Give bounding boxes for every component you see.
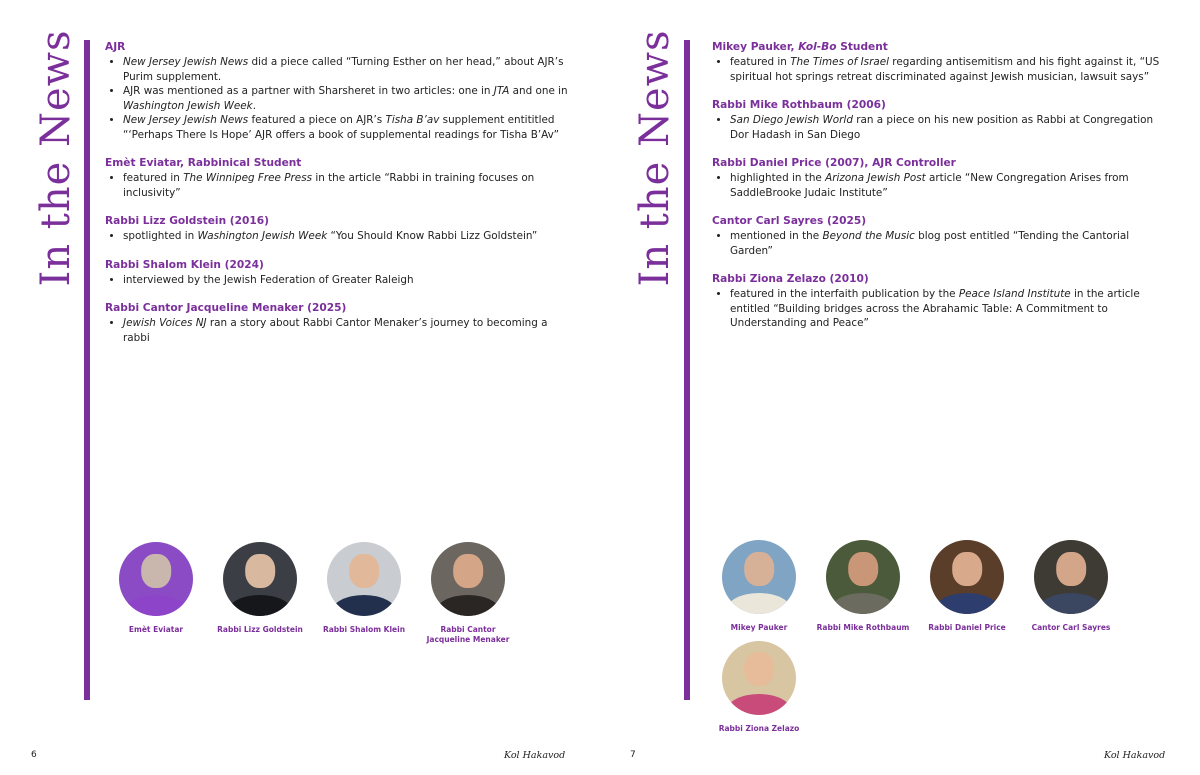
text: featured a piece on AJR’s [248, 114, 386, 126]
text: Student [836, 41, 888, 53]
person-card [416, 542, 520, 644]
news-list [105, 40, 575, 359]
portrait-shoulders [934, 593, 999, 614]
italic-text: Tisha B’av [385, 114, 440, 126]
text: Mikey Pauker, [712, 41, 799, 53]
portrait-shoulders [435, 595, 500, 616]
side-title-text: In the News [632, 29, 678, 287]
text: Rabbi Mike Rothbaum (2006) [712, 99, 886, 111]
text: AJR was mentioned as a partner with Sharsheret in two articles: one in [123, 85, 494, 97]
bullet-list [105, 229, 575, 244]
news-list [712, 40, 1162, 345]
portrait-photo [119, 542, 193, 616]
news-section [712, 40, 1162, 84]
portrait-photo [722, 641, 796, 715]
text: Rabbi Daniel Price (2007), AJR Controller [712, 157, 956, 169]
bullet-list [105, 55, 575, 142]
person-card [707, 641, 811, 734]
portrait-photo [431, 542, 505, 616]
photo-caption: Rabbi Cantor Jacqueline Menaker [426, 625, 510, 644]
portrait-shoulders [830, 593, 895, 614]
side-title [632, 29, 678, 287]
page-number: 7 [630, 750, 636, 760]
italic-text: San Diego Jewish World [730, 114, 853, 126]
photo-caption: Rabbi Ziona Zelazo [718, 723, 800, 733]
section-heading: Rabbi Cantor Jacqueline Menaker (2025) [105, 302, 347, 314]
portrait-face [744, 652, 774, 686]
person-card [312, 542, 416, 644]
portrait-face [952, 552, 982, 586]
portrait-shoulders [331, 595, 396, 616]
accent-bar [84, 40, 90, 700]
list-item [730, 287, 1162, 331]
news-section [105, 156, 575, 200]
magazine-name: Kol Hakavod [1104, 750, 1166, 761]
person-card [707, 540, 811, 633]
photo-gallery [104, 542, 524, 652]
news-section [712, 272, 1162, 331]
italic-text: Peace Island Institute [958, 288, 1071, 300]
list-item [123, 273, 575, 288]
portrait-shoulders [123, 595, 188, 616]
bullet-list [105, 316, 575, 345]
section-heading: Emèt Eviatar, Rabbinical Student [105, 157, 302, 169]
text: interviewed by the Jewish Federation of Greater Raleigh [123, 273, 414, 286]
text: ran a story about Rabbi Cantor Menaker’s journey to becoming a rabbi [123, 317, 548, 344]
text: mentioned in the [730, 230, 823, 242]
portrait-face [141, 554, 171, 588]
section-heading [712, 214, 1162, 228]
text: blog post entitled “Tending the Cantorial Garden” [730, 230, 1130, 257]
side-title-text: In the News [33, 29, 79, 287]
page-number: 6 [31, 750, 37, 760]
text: and one in [509, 85, 568, 97]
italic-text: New Jersey Jewish News [123, 114, 249, 126]
list-item [123, 171, 575, 200]
news-section [712, 98, 1162, 142]
news-section [712, 214, 1162, 258]
section-heading [712, 40, 1162, 54]
portrait-face [848, 552, 878, 586]
portrait-photo [826, 540, 900, 614]
section-heading: Rabbi Shalom Klein (2024) [105, 258, 264, 271]
text: article “New Congregation Arises from SaddleBrooke Judaic Institute” [730, 172, 1129, 199]
list-item [123, 316, 575, 345]
portrait-shoulders [1038, 593, 1103, 614]
italic-text: Arizona Jewish Post [825, 172, 926, 184]
text: regarding antisemitism and his fight against it, “US spiritual hot springs retreat discriminated against Jewish musician, lawsuit says” [730, 56, 1160, 83]
list-item [123, 84, 575, 113]
bullet-list [712, 171, 1162, 200]
photo-gallery [707, 540, 1147, 741]
section-heading [712, 98, 1162, 112]
news-section [105, 258, 575, 288]
magazine-name: Kol Hakavod [504, 750, 566, 761]
section-heading [712, 156, 1162, 170]
italic-text: JTA [493, 85, 510, 97]
portrait-photo [223, 542, 297, 616]
bullet-list [712, 113, 1162, 142]
text: in the article entitled “Building bridges across the Abrahamic Table: A Commitment to Understanding and Peace” [730, 288, 1140, 329]
news-section [105, 214, 575, 244]
news-section [712, 156, 1162, 200]
portrait-photo [722, 540, 796, 614]
portrait-photo [930, 540, 1004, 614]
text: . [252, 99, 256, 112]
text: featured in [123, 172, 184, 184]
bullet-list [712, 229, 1162, 258]
portrait-face [744, 552, 774, 586]
text: “You Should Know Rabbi Lizz Goldstein” [327, 230, 538, 242]
bullet-list [105, 171, 575, 200]
section-heading: AJR [105, 41, 126, 53]
italic-text: The Winnipeg Free Press [183, 172, 313, 184]
list-item [730, 229, 1162, 258]
list-item [123, 113, 575, 142]
portrait-face [1056, 552, 1086, 586]
person-card [915, 540, 1019, 633]
portrait-face [453, 554, 483, 588]
portrait-face [349, 554, 379, 588]
portrait-face [245, 554, 275, 588]
text: spotlighted in [123, 230, 198, 242]
portrait-photo [327, 542, 401, 616]
photo-caption: Mikey Pauker [730, 623, 788, 632]
person-card [208, 542, 312, 644]
text: Rabbi Ziona Zelazo (2010) [712, 273, 869, 285]
bullet-list [105, 273, 575, 288]
portrait-photo [1034, 540, 1108, 614]
italic-text: Kol-Bo [798, 41, 837, 53]
news-section [105, 301, 575, 345]
text: did a piece called “Turning Esther on her head,” about AJR’s Purim supplement. [123, 56, 564, 83]
photo-caption: Rabbi Shalom Klein [322, 625, 406, 634]
photo-caption: Cantor Carl Sayres [1031, 623, 1111, 632]
text: featured in [730, 56, 791, 68]
text: highlighted in the [730, 172, 826, 184]
list-item [123, 55, 575, 84]
section-heading [712, 272, 1162, 286]
list-item [730, 113, 1162, 142]
person-card [104, 542, 208, 644]
italic-text: The Times of Israel [790, 56, 889, 68]
text: supplement entititled “‘Perhaps There Is Hope’ AJR offers a book of supplemental readings for Tisha B’Av” [123, 114, 559, 141]
section-heading: Rabbi Lizz Goldstein (2016) [105, 215, 269, 227]
news-section [105, 40, 575, 142]
photo-caption: Emèt Eviatar [128, 625, 184, 634]
italic-text: Beyond the Music [822, 230, 915, 242]
italic-text: Washington Jewish Week [123, 99, 253, 112]
italic-text: New Jersey Jewish News [123, 56, 249, 68]
portrait-shoulders [726, 694, 791, 715]
right-page [600, 0, 1200, 775]
text: ran a piece on his new position as Rabbi at Congregation Dor Hadash in San Diego [730, 114, 1154, 141]
list-item [730, 171, 1162, 200]
list-item [730, 55, 1162, 84]
bullet-list [712, 287, 1162, 331]
text: in the article “Rabbi in training focuses on inclusivity” [123, 172, 535, 199]
side-title [33, 29, 79, 287]
bullet-list [712, 55, 1162, 84]
portrait-shoulders [227, 595, 292, 616]
italic-text: Washington Jewish Week [197, 230, 328, 242]
text: Cantor Carl Sayres (2025) [712, 215, 867, 227]
person-card [811, 540, 915, 633]
portrait-shoulders [726, 593, 791, 614]
accent-bar [684, 40, 690, 700]
person-card [1019, 540, 1123, 633]
list-item [123, 229, 575, 244]
photo-caption: Rabbi Daniel Price [928, 623, 1006, 632]
photo-caption: Rabbi Mike Rothbaum [816, 623, 910, 632]
italic-text: Jewish Voices NJ [123, 317, 207, 329]
photo-caption: Rabbi Lizz Goldstein [217, 625, 303, 634]
text: featured in the interfaith publication by the [730, 288, 959, 300]
